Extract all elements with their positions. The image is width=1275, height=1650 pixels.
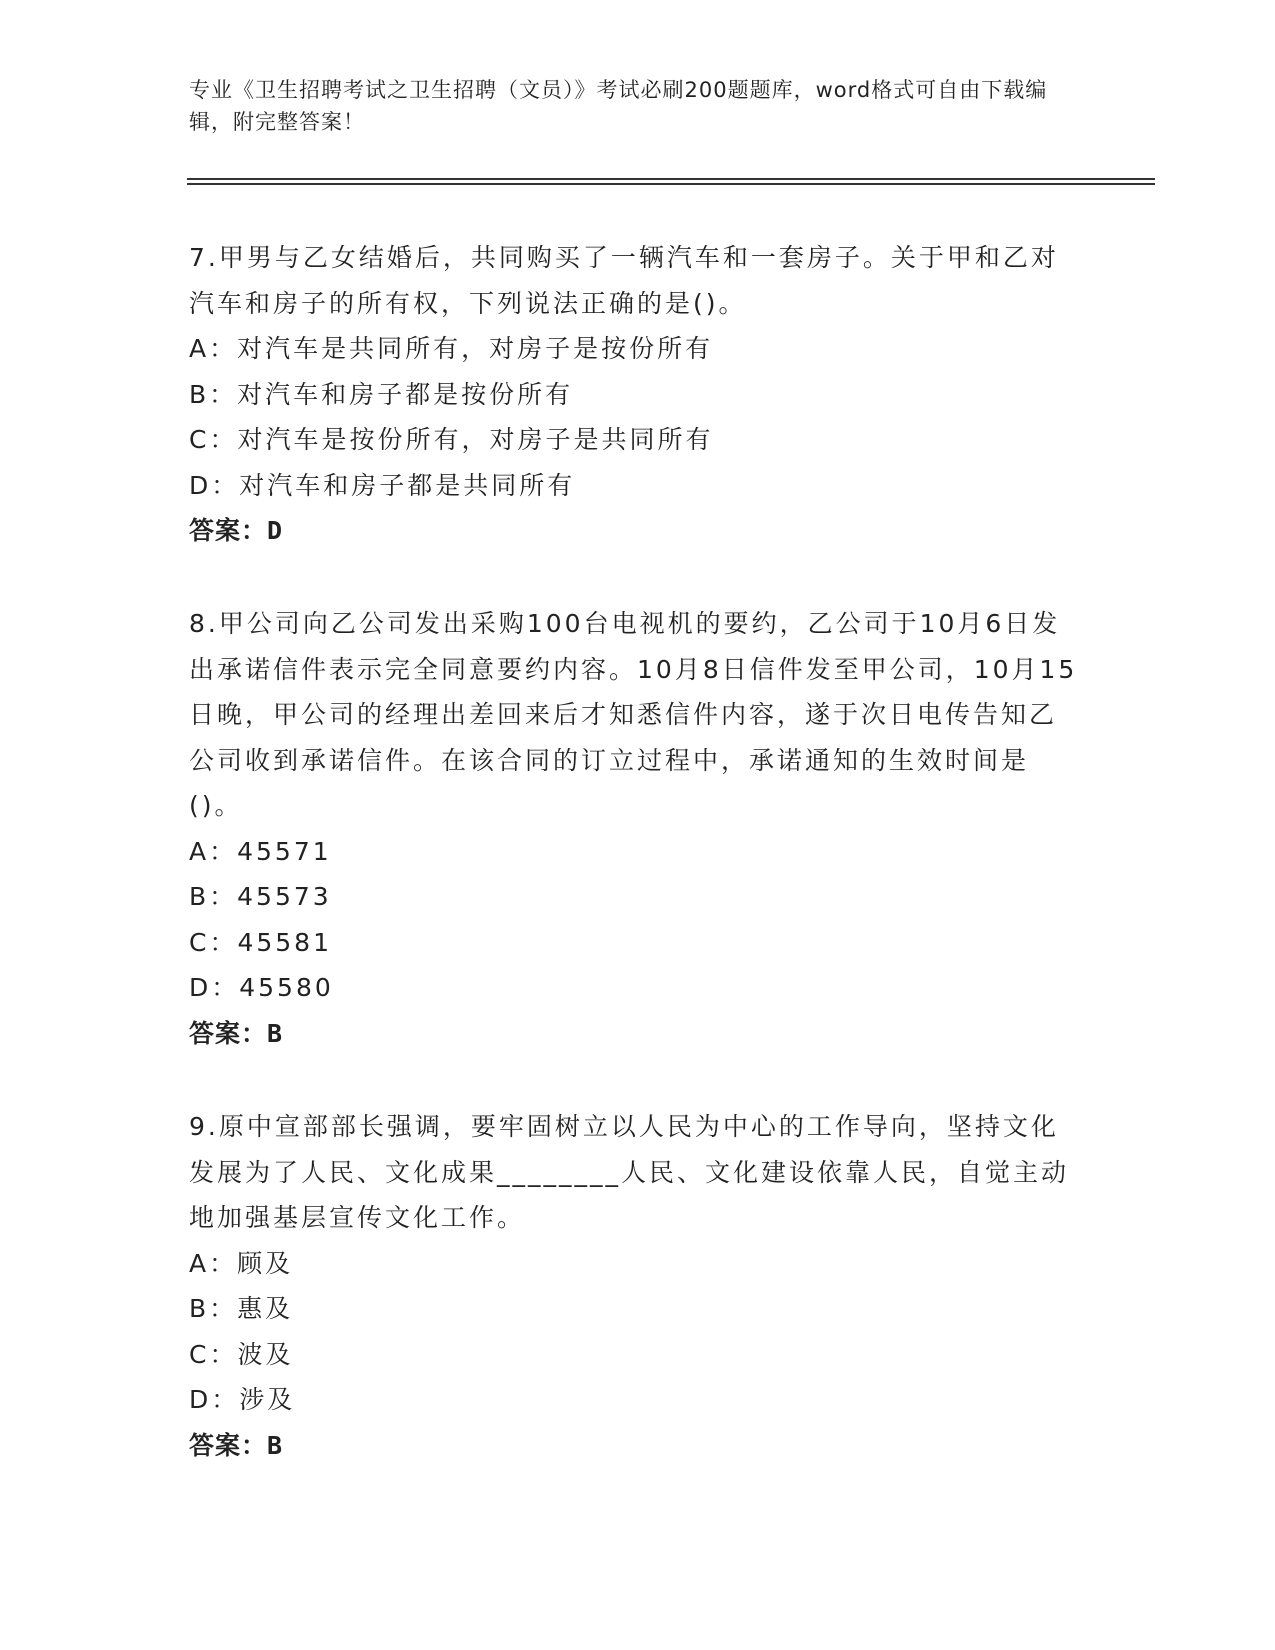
option-d: D：45580 [189,973,334,1002]
header-divider-top [187,178,1155,180]
answer-line: 答案：D [189,516,284,545]
question-stem: 8.甲公司向乙公司发出采购100台电视机的要约，乙公司于10月6日发出承诺信件表示完全同意要约内容。10月8日信件发至甲公司，10月15日晚，甲公司的经理出差回来后才知悉信件内容，遂于次日电传告知乙公司收到承诺信件。在该合同的订立过程中，承诺通知的生效时间是()。 [189,609,1078,820]
option-b: B：惠及 [189,1294,294,1323]
answer-line: 答案：B [189,1018,284,1048]
document-header: 专业《卫生招聘考试之卫生招聘（文员）》考试必刷200题题库，word格式可自由下载编辑，附完整答案！ [189,78,1048,134]
question-8 [189,601,1079,1056]
option-c: C：45581 [189,927,332,957]
header-divider-bottom [187,183,1155,185]
question-stem: 9.原中宣部部长强调，要牢固树立以人民为中心的工作导向，坚持文化发展为了人民、文化成果________人民、文化建设依靠人民，自觉主动地加强基层宣传文化工作。 [189,1112,1070,1232]
question-7 [189,235,1079,554]
option-d: D：对汽车和房子都是共同所有 [189,470,576,500]
option-d: D：涉及 [189,1385,296,1414]
option-b: B：45573 [189,882,332,911]
option-c: C：对汽车是按份所有，对房子是共同所有 [189,425,714,454]
question-stem: 7.甲男与乙女结婚后，共同购买了一辆汽车和一套房子。关于甲和乙对汽车和房子的所有权，下列说法正确的是()。 [189,243,1059,318]
option-c: C：波及 [189,1339,294,1369]
option-a: A：顾及 [189,1248,294,1278]
option-a: A：对汽车是共同所有，对房子是按份所有 [189,334,714,363]
option-b: B：对汽车和房子都是按份所有 [189,379,574,409]
answer-line: 答案：B [189,1430,284,1460]
question-9 [189,1104,1079,1468]
option-a: A：45571 [189,836,332,866]
